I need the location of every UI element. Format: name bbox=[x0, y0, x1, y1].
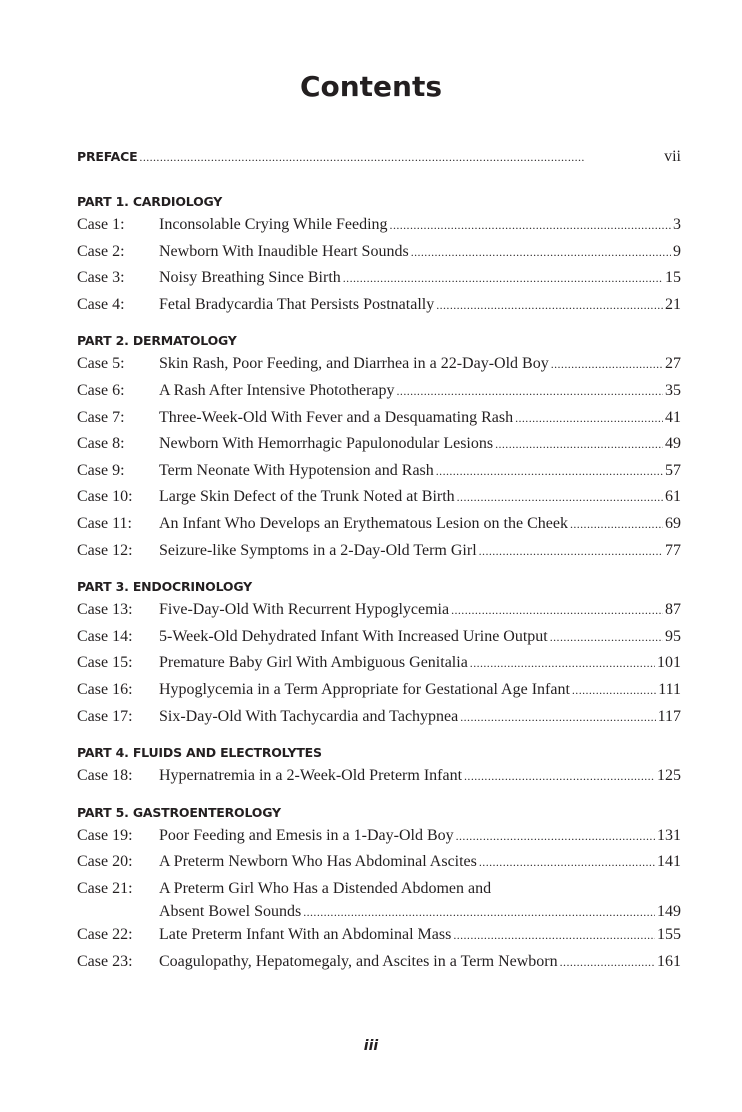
page-number: vii bbox=[664, 148, 681, 165]
toc-entry[interactable] bbox=[77, 351, 681, 378]
toc-entry[interactable] bbox=[77, 849, 681, 876]
toc-entry[interactable] bbox=[77, 823, 681, 850]
page-number: 87 bbox=[665, 601, 681, 619]
entry-title: Late Preterm Infant With an Abdominal Mass bbox=[159, 926, 452, 944]
page-number: 61 bbox=[665, 488, 681, 506]
dot-leader bbox=[343, 265, 663, 292]
page-number: 111 bbox=[658, 680, 681, 698]
page-number: 49 bbox=[665, 435, 681, 453]
dot-leader bbox=[397, 378, 663, 405]
case-label: Case 2: bbox=[77, 242, 125, 260]
entry-title: Seizure-like Symptoms in a 2-Day-Old Term Girl bbox=[159, 541, 477, 559]
toc-entry[interactable] bbox=[77, 292, 681, 319]
part-heading: PART 4. FLUIDS AND ELECTROLYTES bbox=[77, 745, 322, 761]
case-label: Case 17: bbox=[77, 707, 133, 725]
entry-title: A Rash After Intensive Phototherapy bbox=[159, 381, 395, 399]
page-number: 3 bbox=[673, 216, 681, 233]
part-section bbox=[77, 577, 681, 730]
toc-entry[interactable] bbox=[77, 763, 681, 790]
case-label: Case 14: bbox=[77, 627, 133, 645]
case-label: Case 21: bbox=[77, 879, 133, 897]
dot-leader bbox=[390, 212, 671, 239]
dot-leader bbox=[303, 902, 655, 922]
entry-title: A Preterm Newborn Who Has Abdominal Ascites bbox=[159, 853, 477, 871]
page-number: 117 bbox=[657, 707, 681, 725]
case-label: Case 23: bbox=[77, 953, 133, 971]
dot-leader bbox=[436, 292, 663, 319]
toc-entry[interactable] bbox=[77, 265, 681, 292]
page-number: 155 bbox=[657, 926, 681, 944]
dot-leader bbox=[457, 484, 663, 511]
toc-entry[interactable] bbox=[77, 876, 681, 923]
page-number: 101 bbox=[657, 654, 681, 672]
page-number: 35 bbox=[665, 381, 681, 399]
case-label: Case 3: bbox=[77, 269, 125, 287]
case-label: Case 8: bbox=[77, 435, 125, 453]
page-number: 57 bbox=[665, 461, 681, 479]
entry-title: Premature Baby Girl With Ambiguous Genitalia bbox=[159, 654, 468, 672]
dot-leader bbox=[560, 949, 655, 976]
entry-title: Newborn With Hemorrhagic Papulonodular Lesions bbox=[159, 435, 494, 453]
entry-title: Skin Rash, Poor Feeding, and Diarrhea in a 22-Day-Old Boy bbox=[159, 355, 549, 373]
case-label: Case 7: bbox=[77, 408, 125, 426]
toc-entry[interactable] bbox=[77, 677, 681, 704]
page-folio: iii bbox=[363, 1038, 379, 1054]
dot-leader bbox=[460, 704, 655, 731]
page-number: 21 bbox=[665, 295, 681, 313]
case-label: Case 12: bbox=[77, 541, 133, 559]
entry-title: Inconsolable Crying While Feeding bbox=[159, 216, 388, 233]
entry-title-continued: Absent Bowel Sounds bbox=[159, 903, 302, 921]
toc-entry[interactable] bbox=[77, 922, 681, 949]
page-number: 15 bbox=[665, 269, 681, 287]
part-heading: PART 3. ENDOCRINOLOGY bbox=[77, 579, 252, 595]
case-label: Case 10: bbox=[77, 488, 133, 506]
dot-leader bbox=[479, 849, 655, 876]
page-number: 161 bbox=[657, 953, 681, 971]
dot-leader bbox=[453, 922, 655, 949]
case-label: Case 5: bbox=[77, 355, 125, 373]
entry-title: An Infant Who Develops an Erythematous Lesion on the Cheek bbox=[159, 514, 568, 532]
page-number: 141 bbox=[657, 853, 681, 871]
toc-entry[interactable] bbox=[77, 704, 681, 731]
part-section bbox=[77, 743, 681, 790]
dot-leader bbox=[436, 458, 663, 485]
part-section bbox=[77, 803, 681, 976]
part-heading: PART 5. GASTROENTEROLOGY bbox=[77, 804, 281, 820]
toc-entry-preface[interactable] bbox=[77, 148, 681, 174]
toc-entry[interactable] bbox=[77, 650, 681, 677]
part-section bbox=[77, 192, 681, 318]
dot-leader bbox=[479, 538, 663, 565]
toc-entry[interactable] bbox=[77, 239, 681, 266]
page-number: 131 bbox=[657, 826, 681, 844]
dot-leader bbox=[464, 763, 655, 790]
entry-title: Large Skin Defect of the Trunk Noted at Birth bbox=[159, 488, 455, 506]
toc-entry[interactable] bbox=[77, 212, 681, 239]
page-number: 69 bbox=[665, 514, 681, 532]
case-label: Case 11: bbox=[77, 514, 132, 532]
page-number: 77 bbox=[665, 541, 681, 559]
entry-title: Term Neonate With Hypotension and Rash bbox=[159, 461, 434, 479]
toc-entry[interactable] bbox=[77, 949, 681, 976]
entry-title: Coagulopathy, Hepatomegaly, and Ascites in a Term Newborn bbox=[159, 953, 558, 971]
entry-title: Newborn With Inaudible Heart Sounds bbox=[159, 242, 409, 260]
preface-label: PREFACE bbox=[77, 149, 138, 164]
entry-title: Fetal Bradycardia That Persists Postnatally bbox=[159, 295, 435, 313]
page-number: 149 bbox=[657, 903, 681, 921]
toc-entry[interactable] bbox=[77, 597, 681, 624]
toc-entry[interactable] bbox=[77, 511, 681, 538]
case-label: Case 13: bbox=[77, 601, 133, 619]
table-of-contents bbox=[77, 148, 681, 976]
entry-title: Poor Feeding and Emesis in a 1-Day-Old Boy bbox=[159, 826, 454, 844]
toc-entry[interactable] bbox=[77, 431, 681, 458]
case-label: Case 18: bbox=[77, 767, 133, 785]
entry-title: Six-Day-Old With Tachycardia and Tachypnea bbox=[159, 707, 459, 725]
part-heading: PART 2. DERMATOLOGY bbox=[77, 333, 237, 349]
entry-title: Five-Day-Old With Recurrent Hypoglycemia bbox=[159, 601, 450, 619]
dot-leader bbox=[570, 511, 663, 538]
entry-title: Hypoglycemia in a Term Appropriate for Gestational Age Infant bbox=[159, 680, 570, 698]
case-label: Case 19: bbox=[77, 826, 133, 844]
dot-leader bbox=[411, 239, 671, 266]
dot-leader bbox=[551, 351, 663, 378]
toc-entry[interactable] bbox=[77, 538, 681, 565]
dot-leader bbox=[515, 405, 663, 432]
page-number: 9 bbox=[673, 242, 681, 260]
part-heading: PART 1. CARDIOLOGY bbox=[77, 194, 223, 209]
dot-leader bbox=[456, 823, 655, 850]
entry-title: Three-Week-Old With Fever and a Desquamating Rash bbox=[159, 408, 514, 426]
toc-entry[interactable] bbox=[77, 458, 681, 485]
page-number: 125 bbox=[657, 767, 681, 785]
toc-entry[interactable] bbox=[77, 405, 681, 432]
dot-leader bbox=[495, 431, 663, 458]
entry-title: 5-Week-Old Dehydrated Infant With Increased Urine Output bbox=[159, 627, 548, 645]
toc-entry[interactable] bbox=[77, 378, 681, 405]
case-label: Case 4: bbox=[77, 295, 125, 313]
part-section bbox=[77, 331, 681, 564]
page-number: 95 bbox=[665, 627, 681, 645]
entry-title: Noisy Breathing Since Birth bbox=[159, 269, 341, 287]
case-label: Case 16: bbox=[77, 680, 133, 698]
entry-title: Hypernatremia in a 2-Week-Old Preterm Infant bbox=[159, 767, 463, 785]
case-label: Case 22: bbox=[77, 926, 133, 944]
toc-entry[interactable] bbox=[77, 484, 681, 511]
page-number: 41 bbox=[665, 408, 681, 426]
dot-leader bbox=[139, 150, 662, 165]
case-label: Case 9: bbox=[77, 461, 125, 479]
dot-leader bbox=[572, 677, 656, 704]
dot-leader bbox=[451, 597, 663, 624]
page-title: Contents bbox=[299, 70, 443, 103]
case-label: Case 15: bbox=[77, 654, 133, 672]
toc-entry[interactable] bbox=[77, 624, 681, 651]
entry-title: A Preterm Girl Who Has a Distended Abdomen and bbox=[159, 879, 492, 897]
case-label: Case 20: bbox=[77, 853, 133, 871]
dot-leader bbox=[550, 624, 663, 651]
page-number: 27 bbox=[665, 355, 681, 373]
case-label: Case 1: bbox=[77, 216, 125, 233]
case-label: Case 6: bbox=[77, 381, 125, 399]
dot-leader bbox=[470, 650, 655, 677]
